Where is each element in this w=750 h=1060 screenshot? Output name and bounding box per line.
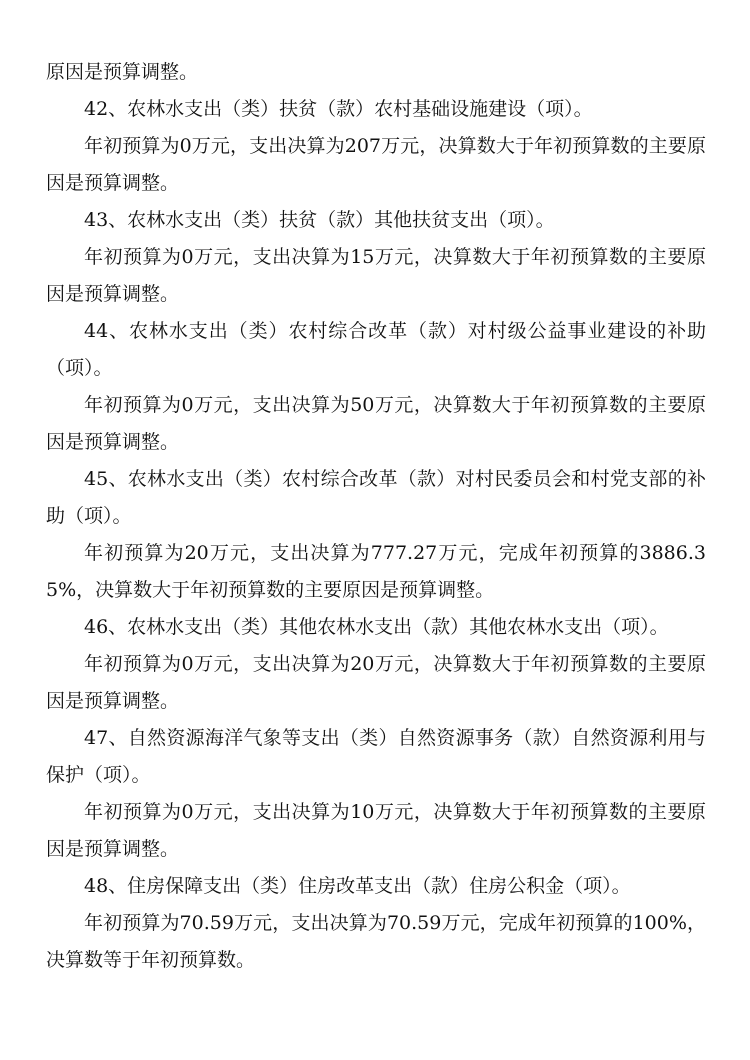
- paragraph-continuation: 原因是预算调整。: [46, 61, 199, 83]
- item-48-heading: 48、住房保障支出（类）住房改革支出（款）住房公积金（项）。: [84, 875, 631, 897]
- item-42-heading: 42、农林水支出（类）扶贫（款）农村基础设施建设（项）。: [84, 98, 593, 120]
- item-44-detail: 年初预算为0万元，支出决算为50万元，决算数大于年初预算数的主要原因是预算调整。: [46, 394, 706, 453]
- item-43-heading: 43、农林水支出（类）扶贫（款）其他扶贫支出（项）。: [84, 209, 555, 231]
- item-43-detail: 年初预算为0万元，支出决算为15万元，决算数大于年初预算数的主要原因是预算调整。: [46, 246, 706, 305]
- item-42-detail: 年初预算为0万元，支出决算为207万元，决算数大于年初预算数的主要原因是预算调整。: [46, 135, 706, 194]
- item-45-detail: 年初预算为20万元，支出决算为777.27万元，完成年初预算的3886.35%，决算数大于年初预算数的主要原因是预算调整。: [46, 542, 706, 601]
- item-46-heading: 46、农林水支出（类）其他农林水支出（款）其他农林水支出（项）。: [84, 616, 669, 638]
- item-45-heading: 45、农林水支出（类）农村综合改革（款）对村民委员会和村党支部的补助（项）。: [46, 468, 706, 527]
- item-46-detail: 年初预算为0万元，支出决算为20万元，决算数大于年初预算数的主要原因是预算调整。: [46, 653, 706, 712]
- item-47-heading: 47、自然资源海洋气象等支出（类）自然资源事务（款）自然资源利用与保护（项）。: [46, 727, 706, 786]
- item-47-detail: 年初预算为0万元，支出决算为10万元，决算数大于年初预算数的主要原因是预算调整。: [46, 801, 706, 860]
- item-48-detail: 年初预算为70.59万元，支出决算为70.59万元，完成年初预算的100%，决算数等于年初预算数。: [46, 912, 706, 971]
- item-44-heading: 44、农林水支出（类）农村综合改革（款）对村级公益事业建设的补助（项）。: [46, 320, 706, 379]
